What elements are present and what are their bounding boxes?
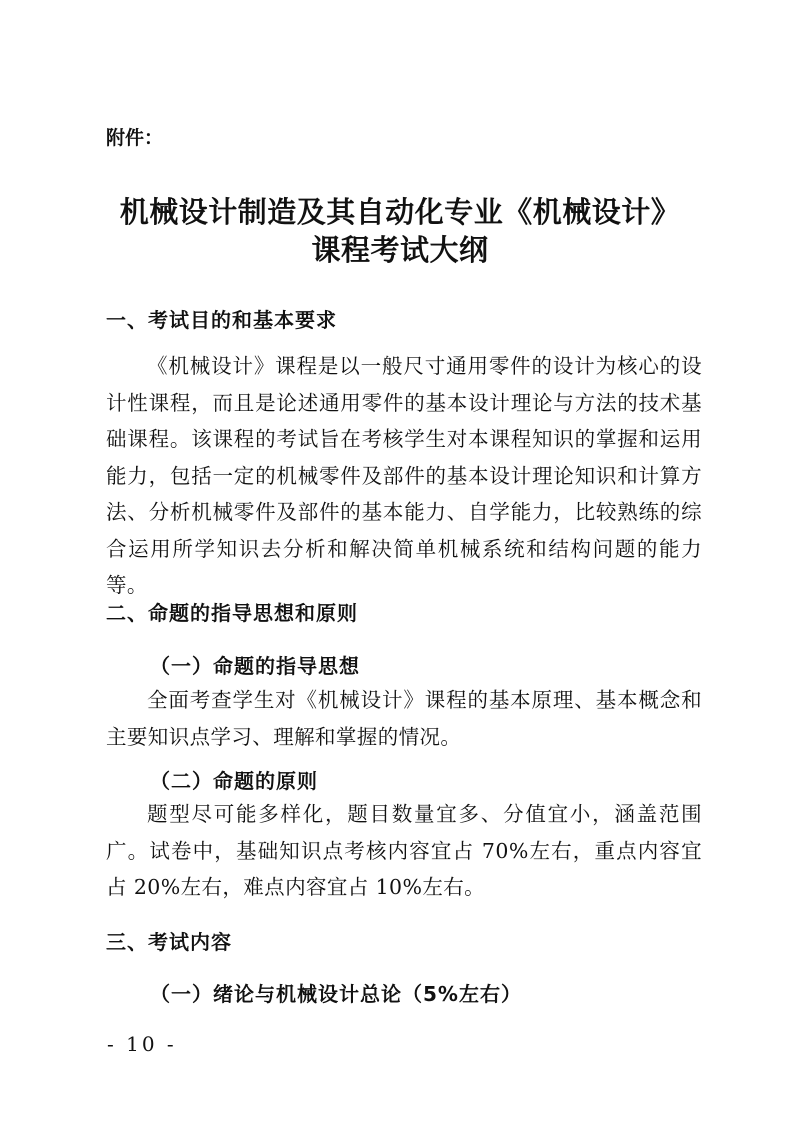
section-3-heading: 三、考试内容: [106, 930, 232, 954]
section-3-sub1-heading: （一）绪论与机械设计总论（5%左右）: [150, 982, 522, 1006]
section-2-sub1-heading: （一）命题的指导思想: [150, 654, 360, 678]
section-1-paragraph: 《机械设计》课程是以一般尺寸通用零件的设计为核心的设计性课程，而且是论述通用零件的基本设计理论与方法的技术基础课程。该课程的考试旨在考核学生对本课程知识的掌握和运用能力，包括一定的机械零件及部件的基本设计理论知识和计算方法、分析机械零件及部件的基本能力、自学能力，比较熟练的综合运用所学知识去分析和解决简单机械系统和结构问题的能力等。: [106, 354, 702, 597]
section-2-sub2-paragraph: 题型尽可能多样化，题目数量宜多、分值宜小，涵盖范围广。试卷中，基础知识点考核内容宜占 70%左右，重点内容宜占 20%左右，难点内容宜占 10%左右。: [106, 802, 702, 899]
section-1-heading: 一、考试目的和基本要求: [106, 308, 337, 332]
page-number: - 10 -: [107, 1032, 177, 1056]
document-title-line1: 机械设计制造及其自动化专业《机械设计》: [119, 195, 681, 229]
section-2-sub2-heading: （二）命题的原则: [150, 769, 318, 793]
section-2-sub1-paragraph: 全面考查学生对《机械设计》课程的基本原理、基本概念和主要知识点学习、理解和掌握的情况。: [106, 688, 702, 749]
section-2-heading: 二、命题的指导思想和原则: [106, 601, 358, 625]
document-title-line2: 课程考试大纲: [311, 233, 489, 267]
attachment-label: 附件：: [106, 127, 164, 149]
